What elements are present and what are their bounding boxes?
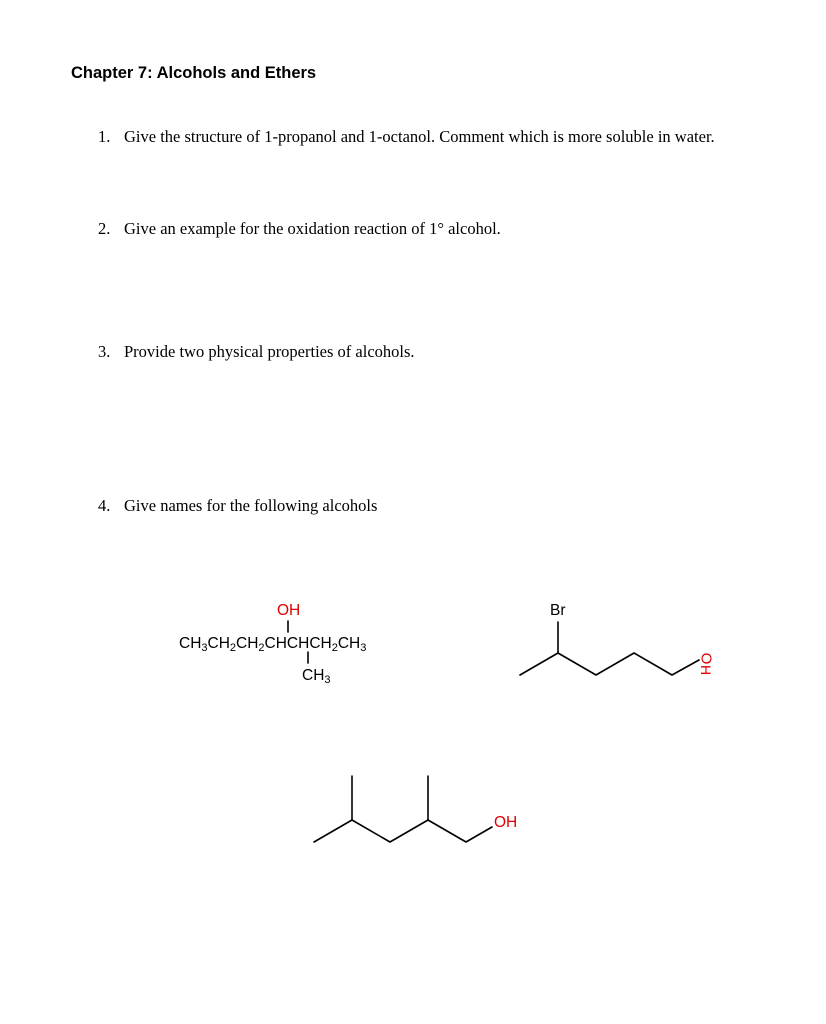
question-number: 2. (98, 219, 111, 238)
question-text: Give names for the following alcohols (124, 496, 378, 515)
br-label: Br (550, 602, 566, 619)
question-text: Give an example for the oxidation reaction of 1° alcohol. (124, 219, 501, 238)
rotated-o-label: O (697, 652, 715, 665)
question-number: 3. (98, 342, 111, 361)
rotated-h-label: H (698, 664, 715, 676)
branched-oh-label: OH (494, 814, 518, 831)
oh-label: OH (277, 602, 301, 619)
page-title: Chapter 7: Alcohols and Ethers (71, 64, 317, 82)
question-number: 4. (98, 496, 111, 515)
condensed-formula: $CH_3CH_2CH_2CHCHCH_2CH_3$ (179, 635, 367, 654)
branched-chain (314, 820, 492, 842)
question-text: Provide two physical properties of alcohols. (124, 342, 415, 361)
methyl-label: $CH_3$ (302, 667, 331, 686)
question-number: 1. (98, 127, 111, 146)
bromo-chain (520, 653, 699, 675)
question-text: Give the structure of 1-propanol and 1-octanol. Comment which is more soluble in water. (124, 127, 715, 146)
